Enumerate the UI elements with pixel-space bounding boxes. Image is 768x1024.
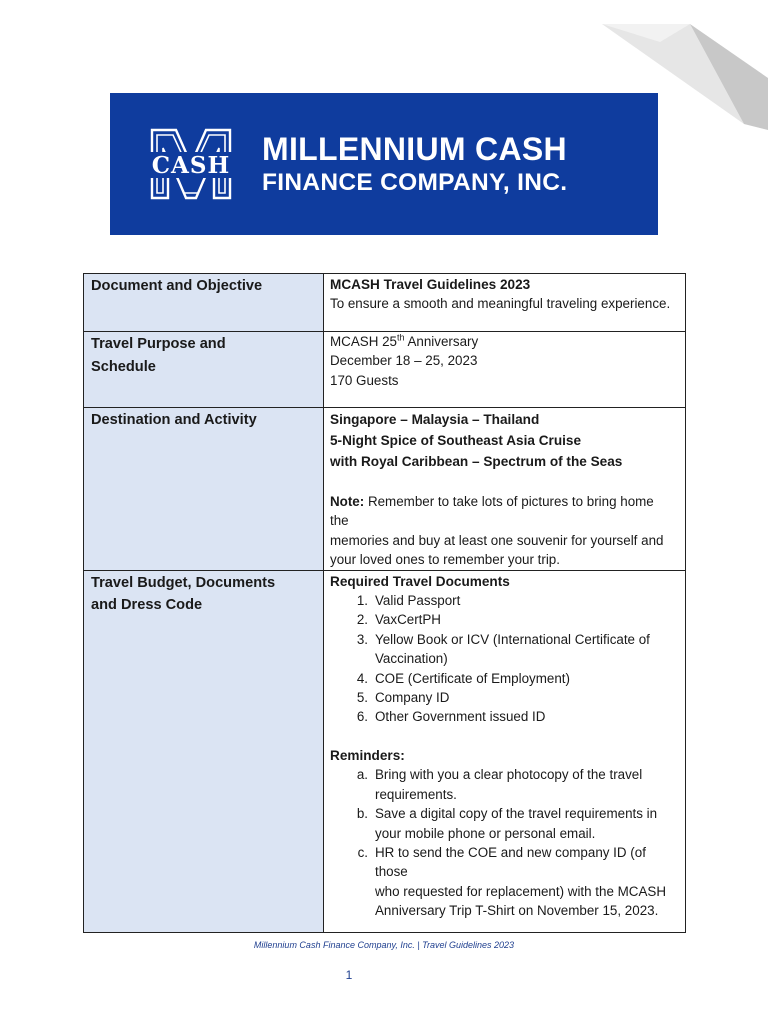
row-label-line: and Dress Code — [91, 597, 203, 614]
list-item: 6. Other Government issued ID — [356, 709, 546, 725]
list-item: 2. VaxCertPH — [356, 612, 441, 628]
mcash-logo-mark — [130, 126, 252, 202]
list-item: 1. Valid Passport — [356, 593, 461, 609]
row-label — [84, 332, 324, 408]
row-label-line: Travel Purpose and — [91, 336, 226, 352]
logo-cash-text: CASH — [151, 152, 231, 179]
note-paragraph: Note: Remember to take lots of pictures to bring home the memories and buy at least one souvenir for yourself and your loved ones to remember your trip. — [330, 494, 664, 568]
row-label: Document and Objective — [84, 274, 324, 332]
list-item: c. HR to send the COE and new company ID (of those who requested for replacement) with the MCASH Anniversary Trip T-Shirt on November 15, 2023. — [357, 844, 667, 919]
company-name-line1: MILLENNIUM CASH — [262, 131, 567, 167]
note-label: Note: — [330, 494, 365, 509]
row-label-line: Travel Budget, Documents — [91, 574, 276, 591]
anniversary-text: MCASH 25th Anniversary — [330, 332, 479, 349]
page-number: 1 — [345, 968, 353, 982]
table-row-purpose-schedule — [84, 332, 686, 408]
cruise-line: 5-Night Spice of Southeast Asia Cruise — [330, 433, 582, 448]
guest-count: 170 Guests — [330, 372, 399, 388]
row-label — [84, 570, 324, 932]
list-item: b. Save a digital copy of the travel requirements in your mobile phone or personal email. — [356, 806, 658, 841]
required-documents-list — [330, 591, 675, 727]
row-label: Destination and Activity — [84, 408, 324, 571]
table-row-destination-activity — [84, 408, 686, 571]
schedule-dates: December 18 – 25, 2023 — [330, 353, 478, 369]
company-logo-banner — [110, 93, 658, 235]
row-label-line: Schedule — [91, 358, 156, 375]
destination-line: Singapore – Malaysia – Thailand — [330, 412, 540, 427]
list-item: 5. Company ID — [356, 690, 450, 706]
table-row-document-objective — [84, 274, 686, 332]
list-item: 4. COE (Certificate of Employment) — [356, 670, 570, 686]
cruise-ship-line: with Royal Caribbean – Spectrum of the Seas — [330, 454, 623, 469]
objective-text: To ensure a smooth and meaningful traveling experience. — [330, 296, 671, 312]
travel-guidelines-table — [83, 273, 686, 933]
company-name-line2: FINANCE COMPANY, INC. — [262, 169, 568, 196]
list-item: 3. Yellow Book or ICV (International Certificate of Vaccination) — [356, 631, 650, 667]
document-title: MCASH Travel Guidelines 2023 — [330, 277, 531, 292]
required-documents-heading: Required Travel Documents — [330, 573, 510, 589]
reminders-list — [330, 765, 675, 920]
list-item: a. Bring with you a clear photocopy of the travel requirements. — [356, 767, 643, 802]
reminders-heading: Reminders: — [330, 747, 405, 763]
page-footer: Millennium Cash Finance Company, Inc. | Travel Guidelines 2023 — [253, 940, 515, 950]
table-row-budget-documents — [84, 570, 686, 932]
